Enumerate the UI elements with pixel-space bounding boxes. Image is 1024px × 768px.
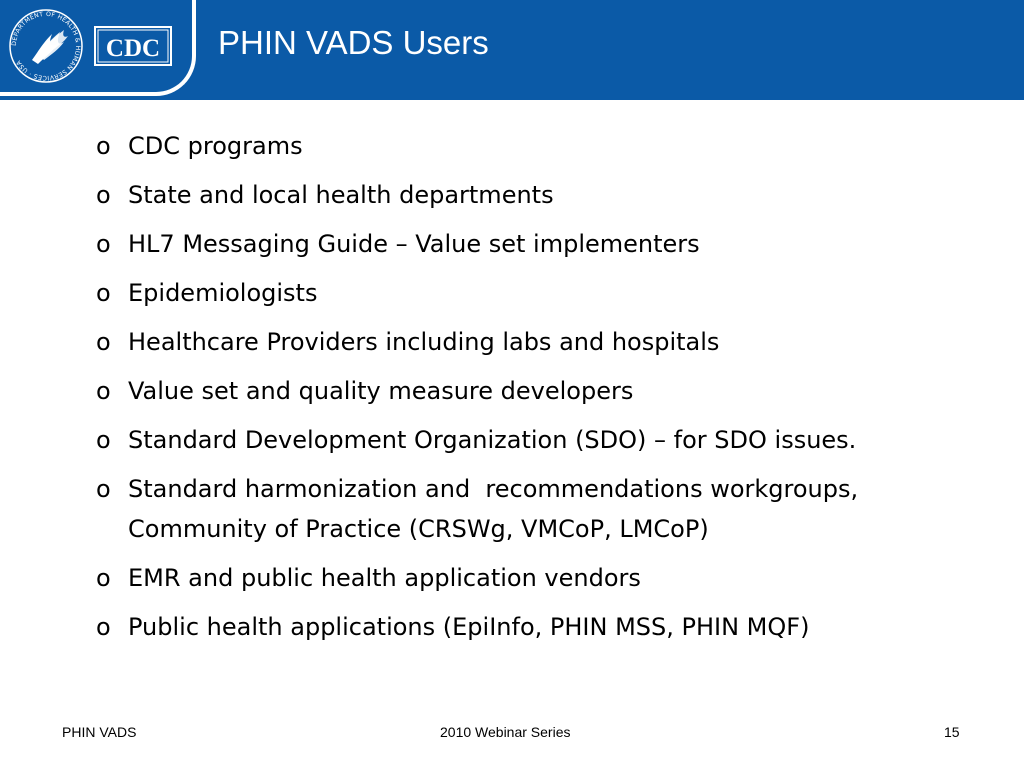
bullet-text: EMR and public health application vendors xyxy=(128,564,641,592)
page-number: 15 xyxy=(944,724,960,740)
bullet-list xyxy=(96,126,996,656)
seal-text: DEPARTMENT OF HEALTH & HUMAN SERVICES · USA xyxy=(10,10,82,82)
list-item xyxy=(96,322,996,362)
bullet-text: Standard Development Organization (SDO) – for SDO issues. xyxy=(128,426,857,454)
bullet-text: Standard harmonization and recommendations workgroups, Community of Practice (CRSWg, VMCoP, LMCoP) xyxy=(128,475,866,543)
list-item xyxy=(96,558,996,598)
bullet-text: Healthcare Providers including labs and hospitals xyxy=(128,328,720,356)
bullet-marker: o xyxy=(96,564,111,592)
bullet-text: State and local health departments xyxy=(128,181,554,209)
cdc-logo-icon xyxy=(94,26,172,66)
list-item xyxy=(96,469,996,549)
list-item xyxy=(96,126,996,166)
slide-title: PHIN VADS Users xyxy=(218,24,489,61)
bullet-text: HL7 Messaging Guide – Value set implementers xyxy=(128,230,700,258)
hhs-seal-icon xyxy=(8,8,84,84)
list-item xyxy=(96,607,996,647)
cdc-logo-text: CDC xyxy=(105,35,161,62)
bullet-marker: o xyxy=(96,613,111,641)
footer-left-label: PHIN VADS xyxy=(62,724,137,740)
bullet-marker: o xyxy=(96,181,111,209)
bullet-marker: o xyxy=(96,475,111,503)
bullet-text: Public health applications (EpiInfo, PHIN MSS, PHIN MQF) xyxy=(128,613,810,641)
list-item xyxy=(96,224,996,264)
bullet-marker: o xyxy=(96,279,111,307)
bullet-marker: o xyxy=(96,132,111,160)
bullet-marker: o xyxy=(96,426,111,454)
list-item xyxy=(96,371,996,411)
bullet-marker: o xyxy=(96,377,111,405)
list-item xyxy=(96,420,996,460)
bullet-text: Value set and quality measure developers xyxy=(128,377,634,405)
bullet-marker: o xyxy=(96,328,111,356)
footer-center-label: 2010 Webinar Series xyxy=(440,724,571,740)
logo-panel xyxy=(0,0,196,96)
bullet-marker: o xyxy=(96,230,111,258)
bullet-text: Epidemiologists xyxy=(128,279,318,307)
list-item xyxy=(96,175,996,215)
list-item xyxy=(96,273,996,313)
bullet-text: CDC programs xyxy=(128,132,303,160)
